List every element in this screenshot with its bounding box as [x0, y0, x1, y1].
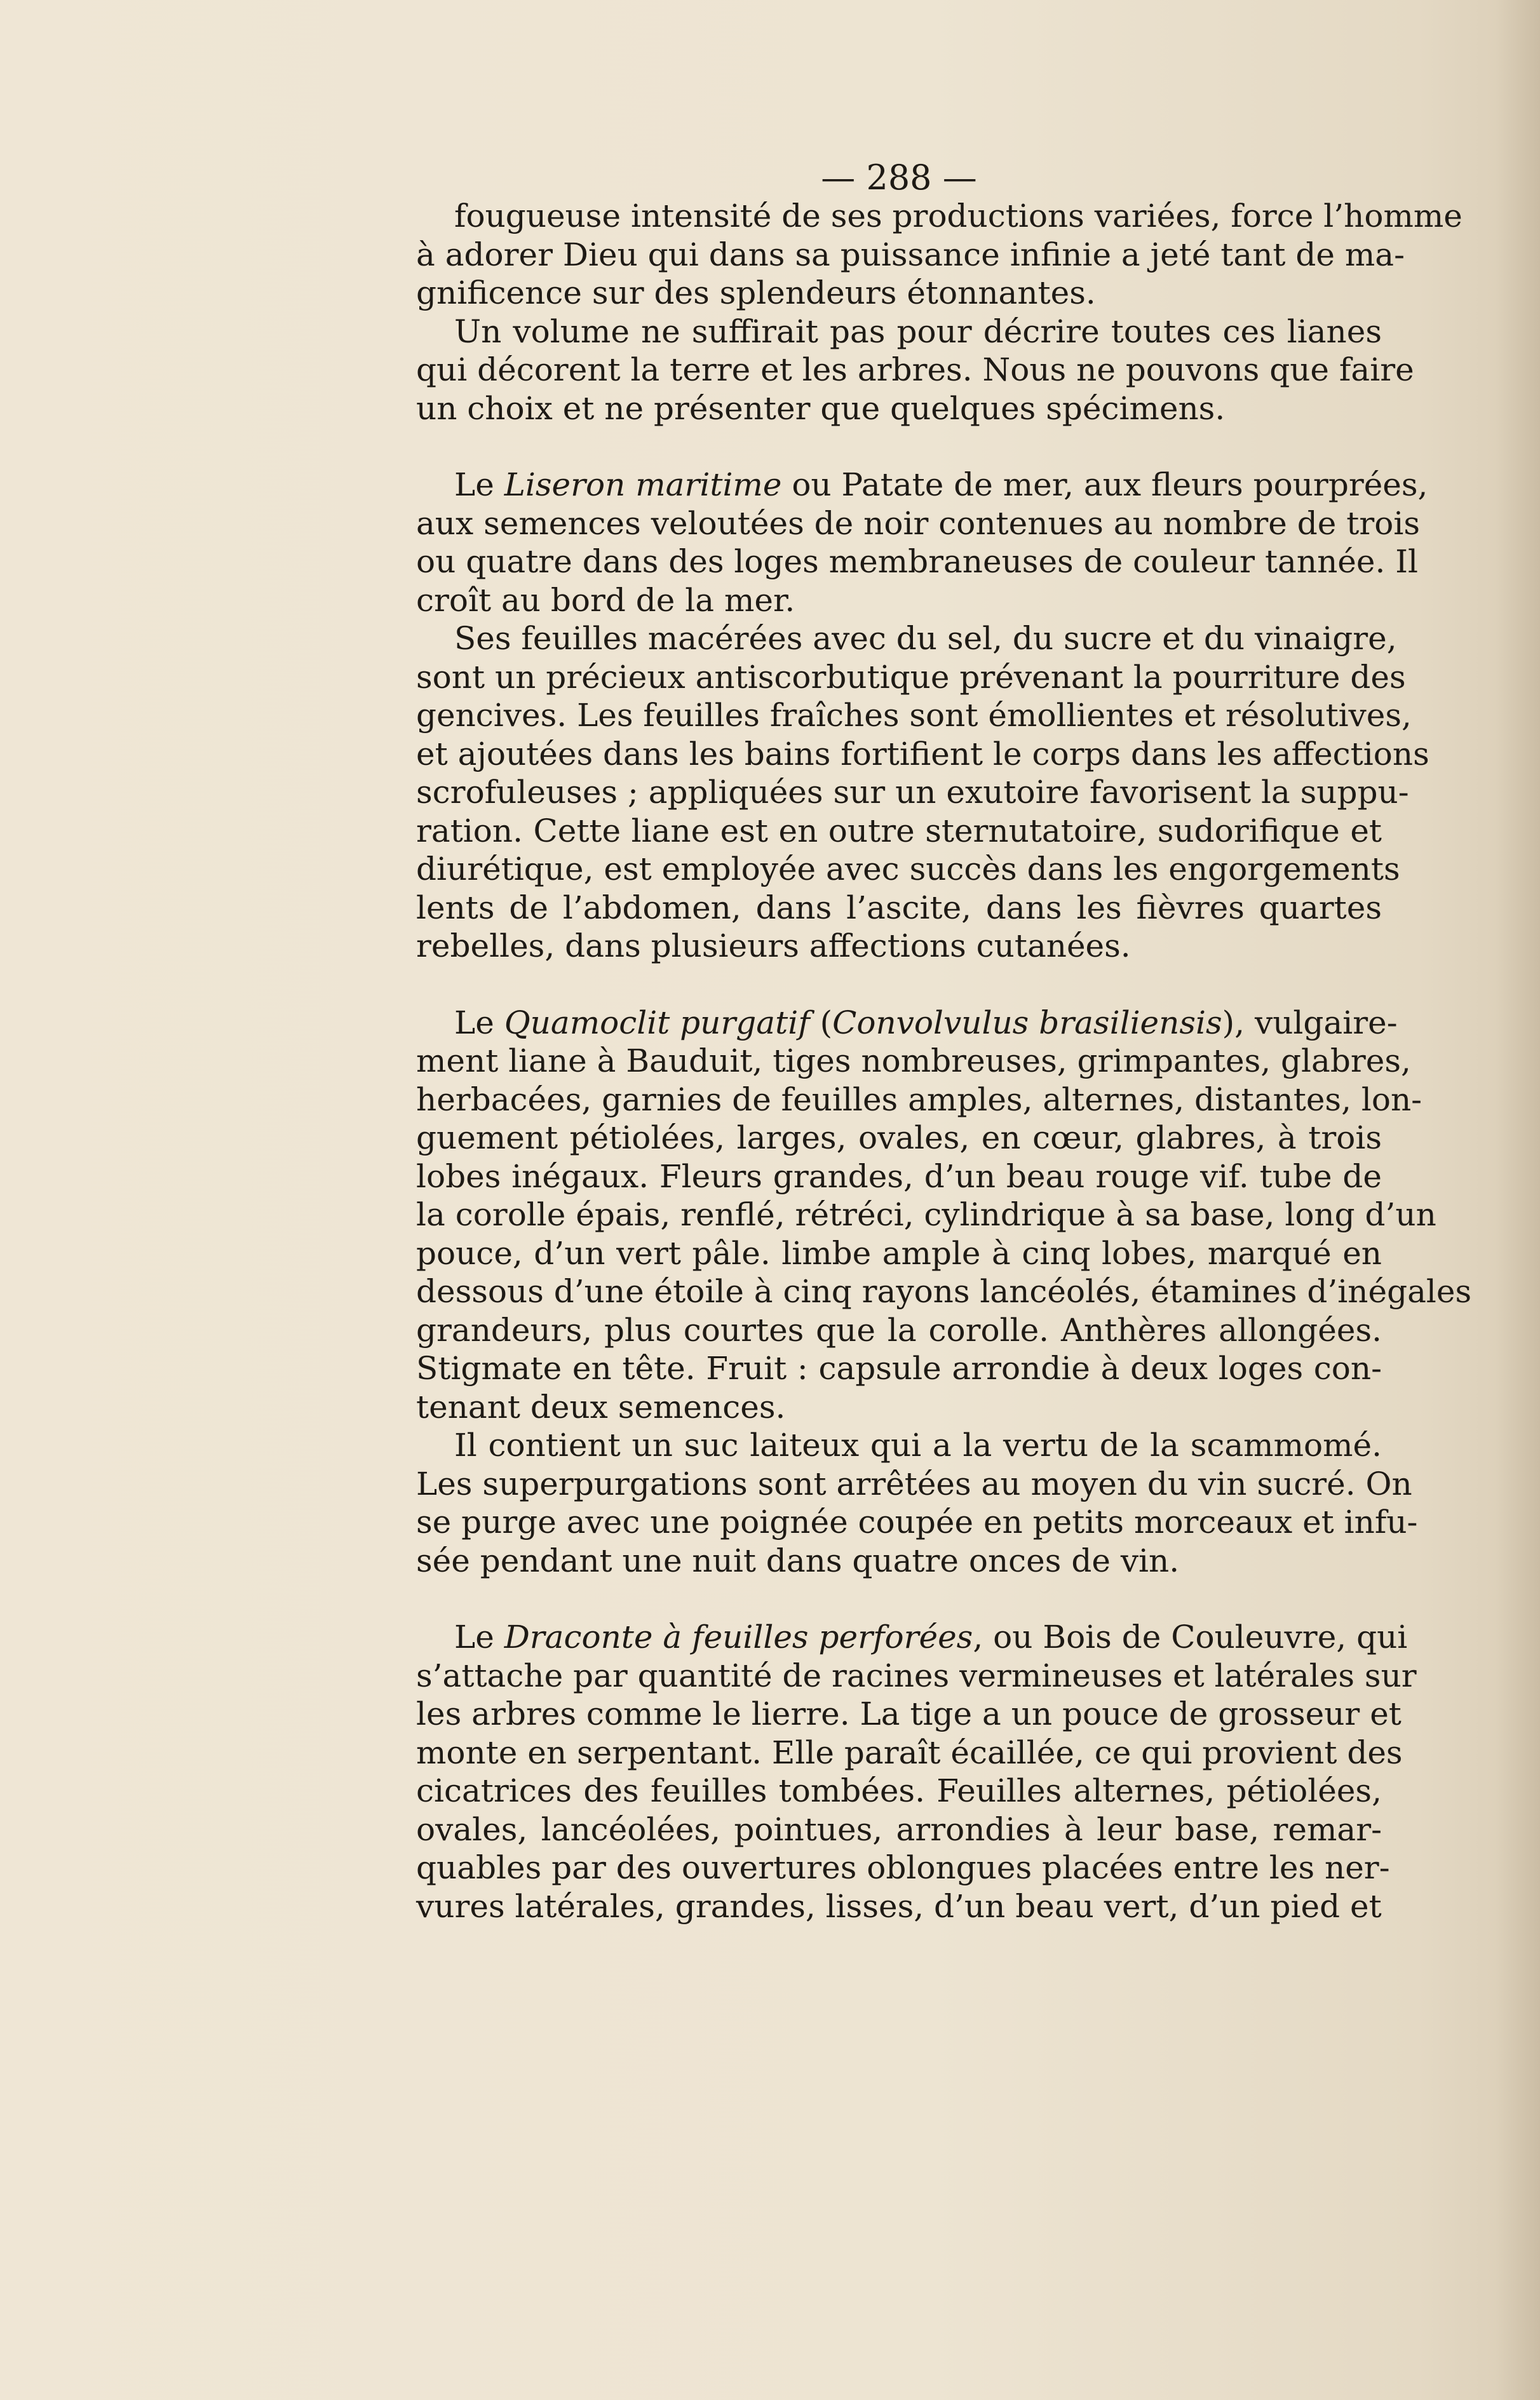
text-line [416, 504, 1421, 543]
text-line [416, 1272, 1472, 1311]
text-line [416, 274, 1382, 313]
text-run: Les superpurgations sont arrêtées au moyen du vin sucré. On [416, 1465, 1412, 1502]
text-line [416, 236, 1405, 274]
text-run: gencives. Les feuilles fraîches sont émollientes et résolutives, [416, 697, 1412, 734]
text-run: ), vulgaire- [1222, 1004, 1398, 1041]
text-run: ( [809, 1004, 833, 1041]
text-run: , ou Bois de Couleuvre, qui [973, 1619, 1408, 1655]
italic-term: Liseron maritime [504, 466, 782, 503]
body-text [416, 197, 1472, 1925]
text-run: ou quatre dans des loges membraneuses de couleur tannée. Il [416, 543, 1418, 580]
text-line [416, 812, 1382, 851]
text-run: la corolle épais, renflé, rétréci, cylindrique à sa base, long d’un [416, 1196, 1436, 1233]
text-run: Il contient un suc laiteux qui a la vertu de la scammomé. [454, 1427, 1382, 1464]
paragraph-gap [416, 428, 1382, 466]
text-run: ration. Cette liane est en outre sternutatoire, sudorifique et [416, 812, 1382, 849]
italic-term: Draconte à feuilles perforées [504, 1619, 973, 1655]
text-run: vures latérales, grandes, lisses, d’un beau vert, d’un pied et [416, 1887, 1382, 1925]
paragraph-gap [416, 1580, 1382, 1618]
text-line [416, 389, 1382, 428]
paragraph [416, 619, 1429, 966]
italic-term: Quamoclit purgatif [504, 1004, 810, 1041]
text-run: Ses feuilles macérées avec du sel, du sucre et du vinaigre, [454, 620, 1397, 657]
text-run: sont un précieux antiscorbutique prévenant la pourriture des [416, 658, 1406, 696]
paragraph [416, 1004, 1472, 1427]
text-run: Le [454, 1619, 504, 1655]
text-line [416, 1311, 1382, 1350]
text-line [416, 850, 1400, 889]
text-line [416, 658, 1406, 697]
italic-term: Convolvulus brasiliensis [832, 1004, 1222, 1041]
text-line [416, 1695, 1402, 1734]
text-run: aux semences veloutées de noir contenues au nombre de trois [416, 504, 1421, 542]
text-run: quables par des ouvertures oblongues placées entre les ner- [416, 1849, 1390, 1886]
text-line [416, 351, 1414, 389]
text-run: ment liane à Bauduit, tiges nombreuses, grimpantes, glabres, [416, 1042, 1411, 1079]
text-run: les arbres comme le lierre. La tige a un pouce de grosseur et [416, 1696, 1402, 1732]
text-line [416, 197, 1462, 236]
text-run: un choix et ne présenter que quelques spécimens. [416, 389, 1226, 427]
paragraph [416, 197, 1462, 313]
text-line [416, 696, 1412, 735]
text-line [416, 735, 1429, 774]
text-run: diurétique, est employée avec succès dans les engorgements [416, 851, 1400, 887]
page-number: — 288 — [821, 158, 977, 198]
text-line [416, 1042, 1411, 1081]
text-line [416, 1426, 1382, 1465]
text-line [416, 1081, 1422, 1119]
text-line [416, 1157, 1382, 1196]
text-run: Stigmate en tête. Fruit : capsule arrondie à deux loges con- [416, 1350, 1382, 1387]
text-line [416, 1196, 1436, 1234]
text-run: et ajoutées dans les bains fortifient le corps dans les affections [416, 735, 1429, 772]
text-run: s’attache par quantité de racines vermineuses et latérales sur [416, 1657, 1417, 1694]
text-line [416, 581, 1382, 620]
text-run: se purge avec une poignée coupée en petits morceaux et infu- [416, 1504, 1418, 1540]
text-line [416, 1119, 1382, 1157]
text-run: gnificence sur des splendeurs étonnantes. [416, 274, 1096, 311]
text-line [416, 889, 1382, 927]
paragraph [416, 313, 1414, 428]
text-run: qui décorent la terre et les arbres. Nous ne pouvons que faire [416, 351, 1414, 388]
text-line [416, 1004, 1398, 1042]
text-run: Un volume ne suffirait pas pour décrire toutes ces lianes [454, 313, 1382, 350]
text-run: fougueuse intensité de ses productions variées, force l’homme [454, 198, 1462, 234]
paragraph-gap [416, 966, 1382, 1004]
text-line [416, 1234, 1382, 1273]
text-line [416, 1465, 1412, 1504]
text-line [416, 1810, 1382, 1849]
text-run: ovales, lancéolées, pointues, arrondies à leur base, remar- [416, 1810, 1382, 1848]
paragraph [416, 466, 1428, 619]
text-run: Le [454, 1004, 504, 1041]
text-run: lents de l’abdomen, dans l’ascite, dans les fièvres quartes [416, 889, 1382, 926]
text-line [416, 1618, 1408, 1657]
paragraph [416, 1618, 1417, 1925]
text-run: grandeurs, plus courtes que la corolle. Anthères allongées. [416, 1311, 1382, 1349]
text-run: Le [454, 466, 504, 503]
text-run: ou Patate de mer, aux fleurs pourprées, [781, 466, 1428, 503]
text-run: sée pendant une nuit dans quatre onces de vin. [416, 1542, 1180, 1579]
page-edge-shadow [1496, 0, 1540, 2400]
text-line [416, 1887, 1382, 1926]
text-line [416, 773, 1409, 812]
text-run: rebelles, dans plusieurs affections cutanées. [416, 927, 1131, 964]
text-line [416, 1734, 1403, 1772]
text-run: à adorer Dieu qui dans sa puissance infinie a jeté tant de ma- [416, 236, 1405, 273]
text-line [416, 313, 1382, 351]
text-line [416, 1503, 1418, 1542]
text-line [416, 1849, 1390, 1887]
page-text [416, 158, 1472, 1925]
text-run: pouce, d’un vert pâle. limbe ample à cinq lobes, marqué en [416, 1234, 1382, 1272]
paragraph [416, 1426, 1418, 1580]
text-line [416, 1772, 1382, 1810]
text-run: cicatrices des feuilles tombées. Feuilles alternes, pétiolées, [416, 1772, 1382, 1809]
text-run: croît au bord de la mer. [416, 581, 795, 619]
text-run: scrofuleuses ; appliquées sur un exutoire favorisent la suppu- [416, 774, 1409, 811]
text-run: guement pétiolées, larges, ovales, en cœur, glabres, à trois [416, 1119, 1382, 1156]
text-line [416, 1657, 1417, 1696]
text-run: lobes inégaux. Fleurs grandes, d’un beau rouge vif. tube de [416, 1157, 1382, 1195]
text-line [416, 1349, 1382, 1388]
text-run: tenant deux semences. [416, 1388, 786, 1426]
text-line [416, 927, 1382, 966]
text-run: monte en serpentant. Elle paraît écaillée, ce qui provient des [416, 1734, 1403, 1771]
text-run: dessous d’une étoile à cinq rayons lancéolés, étamines d’inégales [416, 1273, 1472, 1310]
text-line [416, 543, 1418, 581]
text-run: herbacées, garnies de feuilles amples, alternes, distantes, lon- [416, 1081, 1422, 1118]
text-line [416, 1388, 1382, 1427]
text-line [416, 1542, 1382, 1581]
text-line [416, 466, 1428, 504]
text-line [416, 619, 1397, 658]
